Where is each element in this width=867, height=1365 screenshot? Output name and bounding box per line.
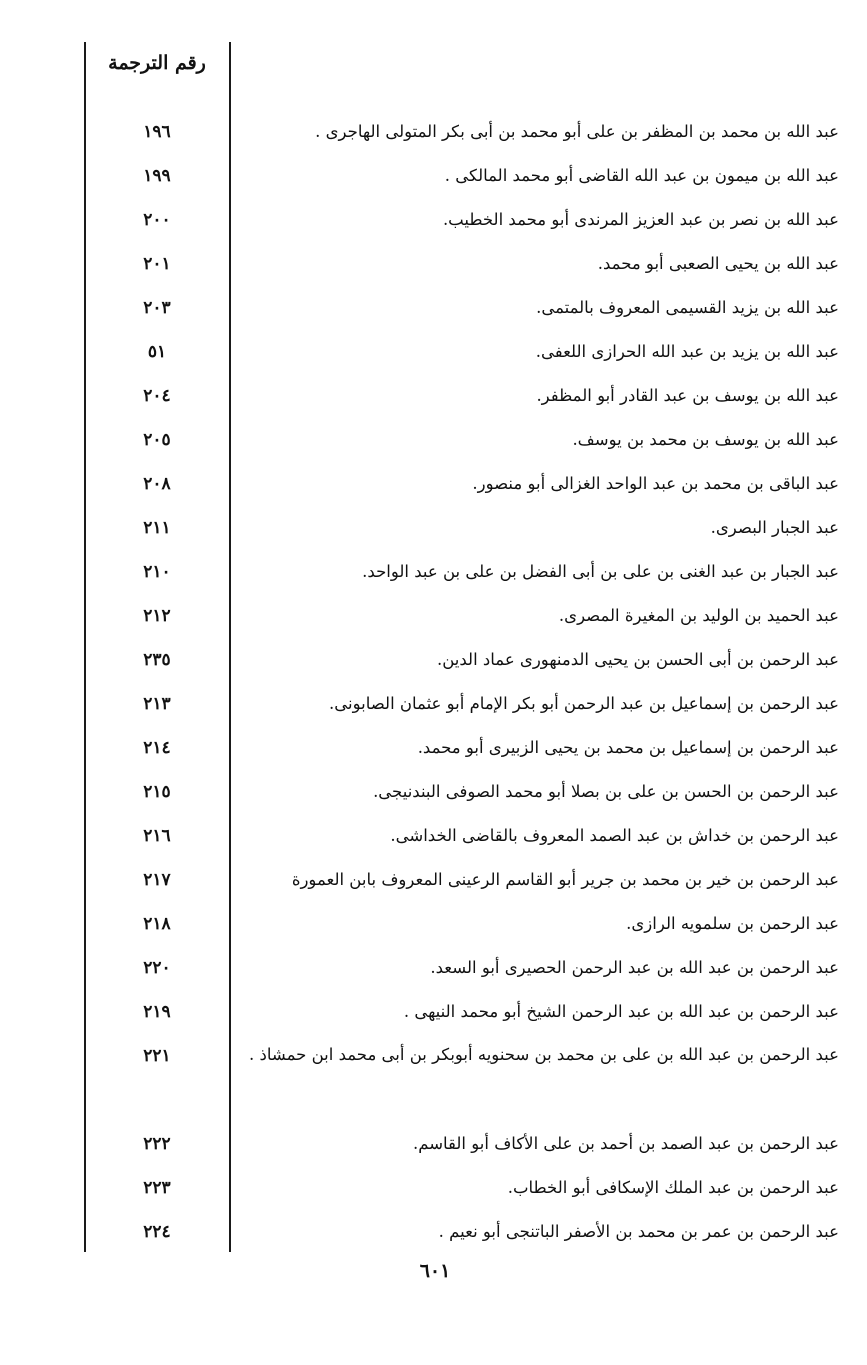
entry-number: ٢٠٣ — [143, 298, 171, 318]
entry-number: ٢١٣ — [143, 694, 171, 714]
index-entry — [0, 550, 867, 594]
entry-name: عبد الرحمن بن إسماعيل بن محمد بن يحيى الزبيرى أبو محمد. — [417, 738, 839, 757]
entry-number: ٢٢٢ — [143, 1134, 171, 1154]
entry-name: عبد الله بن نصر بن عبد العزيز المرندى أبو محمد الخطيب. — [442, 210, 839, 229]
index-entry — [0, 594, 867, 638]
entry-name: عبد الله بن يزيد بن عبد الله الحرازى اللعفى. — [535, 342, 839, 361]
entry-number: ١٩٦ — [143, 122, 171, 142]
entry-number: ٢١٤ — [143, 738, 171, 758]
index-entry — [0, 726, 867, 770]
index-entry — [0, 1034, 867, 1122]
entry-number: ٢٠٠ — [143, 210, 171, 230]
entry-number: ٢٣٥ — [143, 650, 171, 670]
entry-name: عبد الرحمن بن الحسن بن على بن بصلا أبو محمد الصوفى البندنيجى. — [373, 782, 839, 801]
entry-number: ٢١٦ — [143, 826, 171, 846]
index-entry — [0, 110, 867, 154]
entry-name: عبد الجبار بن عبد الغنى بن على بن أبى الفضل بن على بن عبد الواحد. — [362, 562, 839, 581]
index-entry — [0, 638, 867, 682]
index-entry — [0, 1122, 867, 1166]
index-entry — [0, 374, 867, 418]
entry-name: عبد الله بن ميمون بن عبد الله القاضى أبو محمد المالكى . — [444, 166, 839, 185]
translation-number-header: رقم الترجمة — [108, 52, 206, 74]
entry-name: عبد الرحمن بن عبد الصمد بن أحمد بن على الأكاف أبو القاسم. — [412, 1134, 839, 1153]
index-entry — [0, 198, 867, 242]
entry-number: ٢١٧ — [143, 870, 171, 890]
entry-number: ٢٠٨ — [143, 474, 171, 494]
entry-number: ٢٢١ — [143, 1046, 171, 1066]
entry-number: ٢١٢ — [143, 606, 171, 626]
entry-name: عبد الجبار البصرى. — [710, 518, 839, 537]
index-entry — [0, 154, 867, 198]
entry-name: عبد الرحمن بن سلمويه الرازى. — [626, 914, 839, 933]
index-entry — [0, 682, 867, 726]
index-entry — [0, 770, 867, 814]
index-entry — [0, 330, 867, 374]
index-entry — [0, 506, 867, 550]
entry-number: ١٩٩ — [143, 166, 171, 186]
entry-name: عبد الرحمن بن عبد الله بن عبد الرحمن الشيخ أبو محمد النيهى . — [403, 1002, 839, 1021]
entry-name: عبد الرحمن بن خداش بن عبد الصمد المعروف بالقاضى الخداشى. — [390, 826, 839, 845]
index-entry — [0, 286, 867, 330]
entry-number: ٢١٥ — [143, 782, 171, 802]
page-number: ٦٠١ — [419, 1260, 451, 1282]
index-entry — [0, 902, 867, 946]
index-entry — [0, 1166, 867, 1210]
entry-number: ٢٠٤ — [143, 386, 171, 406]
entry-name: عبد الرحمن بن عبد الله بن على بن محمد بن سحنويه أبوبكر بن أبى محمد ابن حمشاذ . — [249, 1045, 839, 1064]
entry-number: ٢٢٤ — [143, 1222, 171, 1242]
index-entry — [0, 1210, 867, 1254]
entry-number: ٢٠٥ — [143, 430, 171, 450]
index-entry — [0, 990, 867, 1034]
index-entry — [0, 814, 867, 858]
entry-name: عبد الرحمن بن خير بن محمد بن جرير أبو القاسم الرعينى المعروف بابن العمورة — [291, 870, 839, 889]
index-entry — [0, 242, 867, 286]
index-entry — [0, 946, 867, 990]
index-entry — [0, 418, 867, 462]
entry-name: عبد الله بن يوسف بن عبد القادر أبو المظفر. — [536, 386, 839, 405]
entry-number: ٥١ — [147, 342, 167, 362]
entry-number: ٢١٩ — [143, 1002, 171, 1022]
entries-list — [0, 110, 867, 1254]
entry-name: عبد الرحمن بن عبد الملك الإسكافى أبو الخطاب. — [507, 1178, 839, 1197]
entry-name: عبد الله بن يوسف بن محمد بن يوسف. — [572, 430, 839, 449]
entry-number: ٢٠١ — [143, 254, 171, 274]
entry-name: عبد الحميد بن الوليد بن المغيرة المصرى. — [558, 606, 839, 625]
entry-name: عبد الرحمن بن عمر بن محمد بن الأصفر الباتنجى أبو نعيم . — [438, 1222, 839, 1241]
entry-number: ٢١٨ — [143, 914, 171, 934]
entry-name: عبد الله بن يحيى الصعبى أبو محمد. — [597, 254, 839, 273]
entry-number: ٢١١ — [143, 518, 171, 538]
entry-name: عبد الله بن محمد بن المظفر بن على أبو محمد بن أبى بكر المتولى الهاجرى . — [315, 122, 839, 141]
entry-name: عبد الله بن يزيد القسيمى المعروف بالمتمى. — [536, 298, 839, 317]
index-entry — [0, 462, 867, 506]
entry-name: عبد الرحمن بن عبد الله بن عبد الرحمن الحصيرى أبو السعد. — [430, 958, 839, 977]
entry-number: ٢٢٣ — [143, 1178, 171, 1198]
entry-number: ٢٢٠ — [143, 958, 171, 978]
entry-name: عبد الرحمن بن أبى الحسن بن يحيى الدمنهورى عماد الدين. — [437, 650, 839, 669]
entry-name: عبد الرحمن بن إسماعيل بن عبد الرحمن أبو بكر الإمام أبو عثمان الصابونى. — [329, 694, 839, 713]
entry-number: ٢١٠ — [143, 562, 171, 582]
entry-name: عبد الباقى بن محمد بن عبد الواحد الغزالى أبو منصور. — [472, 474, 839, 493]
index-entry — [0, 858, 867, 902]
